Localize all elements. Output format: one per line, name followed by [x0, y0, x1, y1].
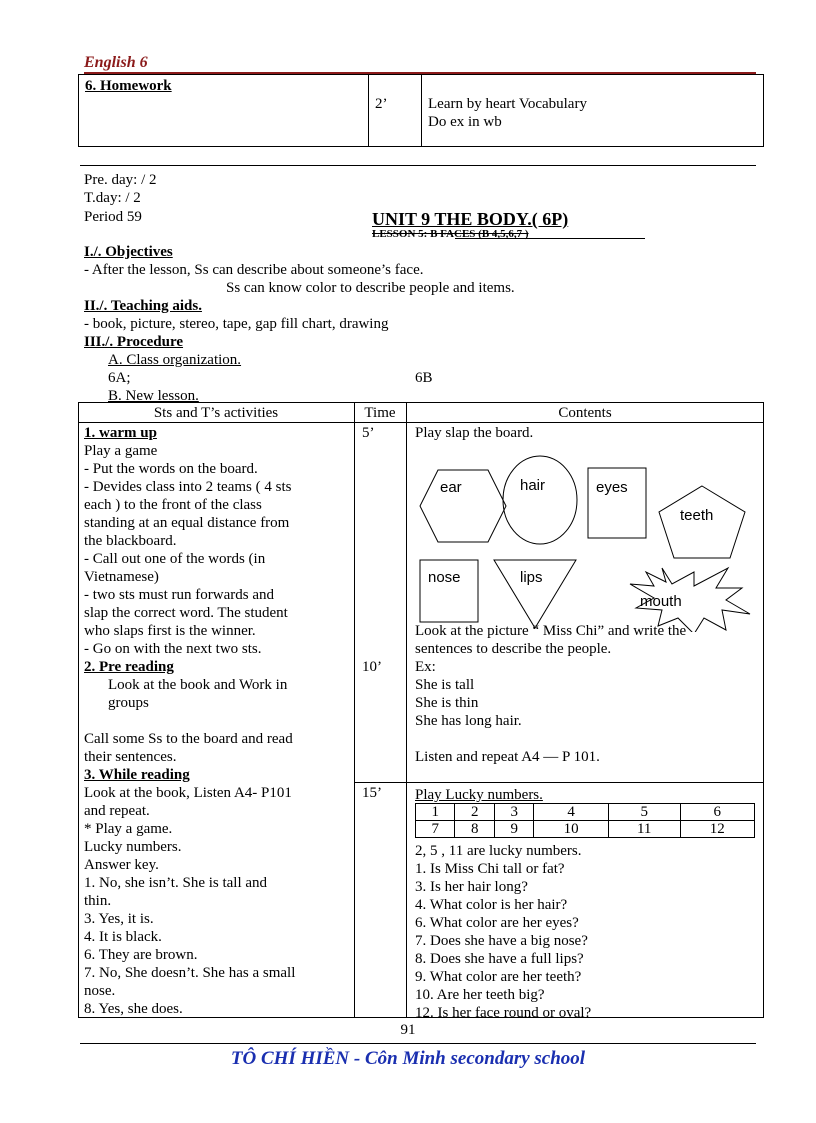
activity-line: 1. No, she isn’t. She is tall and [84, 875, 268, 891]
content-line: She has long hair. [415, 713, 522, 729]
activities-column [84, 424, 352, 1018]
lucky-number-cell: 6 [680, 804, 754, 821]
shape-label: teeth [680, 507, 714, 524]
slap-board-drawing [410, 450, 760, 632]
pre-reading-contents [415, 622, 759, 766]
document-header-title: English 6 [84, 54, 148, 71]
lucky-title: Play Lucky numbers. [415, 787, 543, 803]
class-6b: 6B [415, 370, 433, 386]
question-line: 3. Is her hair long? [415, 879, 528, 895]
activity-line: Call some Ss to the board and read [84, 731, 293, 747]
lucky-number-cell: 5 [608, 804, 680, 821]
content-line: Ex: [415, 659, 436, 675]
footer-text: TÔ CHÍ HIỀN - Côn Minh secondary school [230, 1048, 586, 1069]
objectives-heading: I./. Objectives [84, 244, 173, 260]
activity-line: their sentences. [84, 749, 177, 765]
lesson-underline [455, 238, 645, 239]
activity-line: Look at the book, Listen A4- P101 [84, 785, 292, 801]
table-header-rule [78, 422, 764, 423]
table-divider [406, 402, 407, 1018]
activity-line: - Go on with the next two sts. [84, 641, 262, 657]
question-line: 9. What color are her teeth? [415, 969, 582, 985]
question-line: 6. What color are her eyes? [415, 915, 579, 931]
homework-heading-cell [79, 75, 369, 147]
activity-line: 6. They are brown. [84, 947, 198, 963]
period: Period 59 [84, 209, 142, 225]
lucky-number-cell: 3 [494, 804, 533, 821]
shape-label: eyes [596, 479, 628, 496]
class-organization: A. Class organization. [108, 352, 242, 368]
question-line: 4. What color is her hair? [415, 897, 568, 913]
time-warm-up: 5’ [362, 425, 375, 441]
activity-line: - Put the words on the board. [84, 461, 258, 477]
column-header-contents: Contents [558, 405, 612, 421]
activity-line: 2. Pre reading [84, 659, 174, 675]
question-line: 2, 5 , 11 are lucky numbers. [415, 843, 582, 859]
activity-line: Answer key. [84, 857, 159, 873]
time-cell-rule [354, 782, 406, 783]
footer-rule [80, 1043, 756, 1044]
activity-line: - Devides class into 2 teams ( 4 sts [84, 479, 292, 495]
activity-line: 3. Yes, it is. [84, 911, 154, 927]
activity-line: 3. While reading [84, 767, 190, 783]
lucky-number-cell: 9 [494, 821, 533, 838]
lucky-number-cell: 2 [455, 804, 494, 821]
activity-line [84, 712, 352, 730]
procedure-heading: III./. Procedure [84, 334, 184, 350]
lucky-number-cell: 12 [680, 821, 754, 838]
content-line [415, 730, 759, 748]
activity-line: and repeat. [84, 803, 150, 819]
content-line: Look at the picture “ Miss Chi” and write the [415, 623, 687, 639]
activity-line: slap the correct word. The student [84, 605, 288, 621]
content-line: She is thin [415, 695, 479, 711]
activity-line: nose. [84, 983, 116, 999]
question-line: 12. Is her face round or oval? [415, 1005, 592, 1021]
oval-shape [503, 456, 577, 544]
activity-line: - Call out one of the words (in [84, 551, 266, 567]
new-lesson: B. New lesson. [108, 388, 199, 404]
activity-line: groups [108, 695, 149, 711]
shape-label: lips [520, 569, 543, 586]
shape-label: hair [520, 477, 546, 494]
homework-heading: 6. Homework [85, 78, 172, 94]
objective-line: Ss can know color to describe people and items. [226, 280, 515, 296]
content-line: Listen and repeat A4 — P 101. [415, 749, 600, 765]
activity-line: 8. Yes, she does. [84, 1001, 183, 1017]
homework-time: 2’ [375, 96, 388, 112]
unit-title: UNIT 9 THE BODY.( 6P) [372, 209, 569, 229]
aids-heading: II./. Teaching aids. [84, 298, 202, 314]
homework-line: Do ex in wb [428, 114, 502, 130]
contents-cell-rule [406, 782, 764, 783]
lucky-numbers-table [415, 803, 755, 838]
homework-content-cell [422, 75, 764, 147]
section-rule [80, 165, 756, 166]
homework-time-cell [369, 75, 422, 147]
pre-day: Pre. day: / 2 [84, 172, 157, 188]
activity-line: standing at an equal distance from [84, 515, 290, 531]
activity-line: 1. warm up [84, 425, 157, 441]
activity-line: - two sts must run forwards and [84, 587, 274, 603]
activity-line: Vietnamese) [84, 569, 159, 585]
lucky-number-cell: 11 [608, 821, 680, 838]
question-line: 8. Does she have a full lips? [415, 951, 584, 967]
question-line: 1. Is Miss Chi tall or fat? [415, 861, 565, 877]
activity-line: 7. No, She doesn’t. She has a small [84, 965, 296, 981]
question-line: 10. Are her teeth big? [415, 987, 545, 1003]
lucky-number-cell: 8 [455, 821, 494, 838]
lesson-title-text: LESSON 5: B FACES (B 4,5,6,7 ) [372, 228, 529, 240]
homework-table [78, 74, 764, 147]
time-while-reading: 15’ [362, 785, 382, 801]
content-line: She is tall [415, 677, 475, 693]
class-6a: 6A; [108, 370, 131, 386]
activity-line: the blackboard. [84, 533, 177, 549]
activity-line: each ) to the front of the class [84, 497, 262, 513]
page-number: 91 [400, 1022, 416, 1038]
table-divider [354, 402, 355, 1018]
teaching-day: T.day: / 2 [84, 190, 141, 206]
activity-line: thin. [84, 893, 112, 909]
objective-line: - After the lesson, Ss can describe about someone’s face. [84, 262, 424, 278]
homework-line: Learn by heart Vocabulary [428, 96, 587, 112]
shape-label: mouth [640, 593, 682, 610]
column-header-activities: Sts and T’s activities [153, 405, 279, 421]
shape-label: ear [440, 479, 462, 496]
activity-line: * Play a game. [84, 821, 173, 837]
questions-list [415, 842, 759, 1022]
aids-line: - book, picture, stereo, tape, gap fill chart, drawing [84, 316, 389, 332]
activity-line: Look at the book and Work in [108, 677, 288, 693]
activity-line: Play a game [84, 443, 158, 459]
shape-label: nose [428, 569, 461, 586]
column-header-time: Time [364, 405, 396, 421]
activity-line: 4. It is black. [84, 929, 162, 945]
lucky-number-cell: 10 [534, 821, 608, 838]
hexagon-shape [420, 470, 506, 542]
activity-line: who slaps first is the winner. [84, 623, 256, 639]
lucky-number-cell: 7 [416, 821, 455, 838]
slap-board-title: Play slap the board. [415, 425, 534, 441]
activity-line: Lucky numbers. [84, 839, 182, 855]
lucky-number-cell: 1 [416, 804, 455, 821]
question-line: 7. Does she have a big nose? [415, 933, 588, 949]
time-pre-reading: 10’ [362, 659, 382, 675]
lucky-number-cell: 4 [534, 804, 608, 821]
content-line: sentences to describe the people. [415, 641, 612, 657]
